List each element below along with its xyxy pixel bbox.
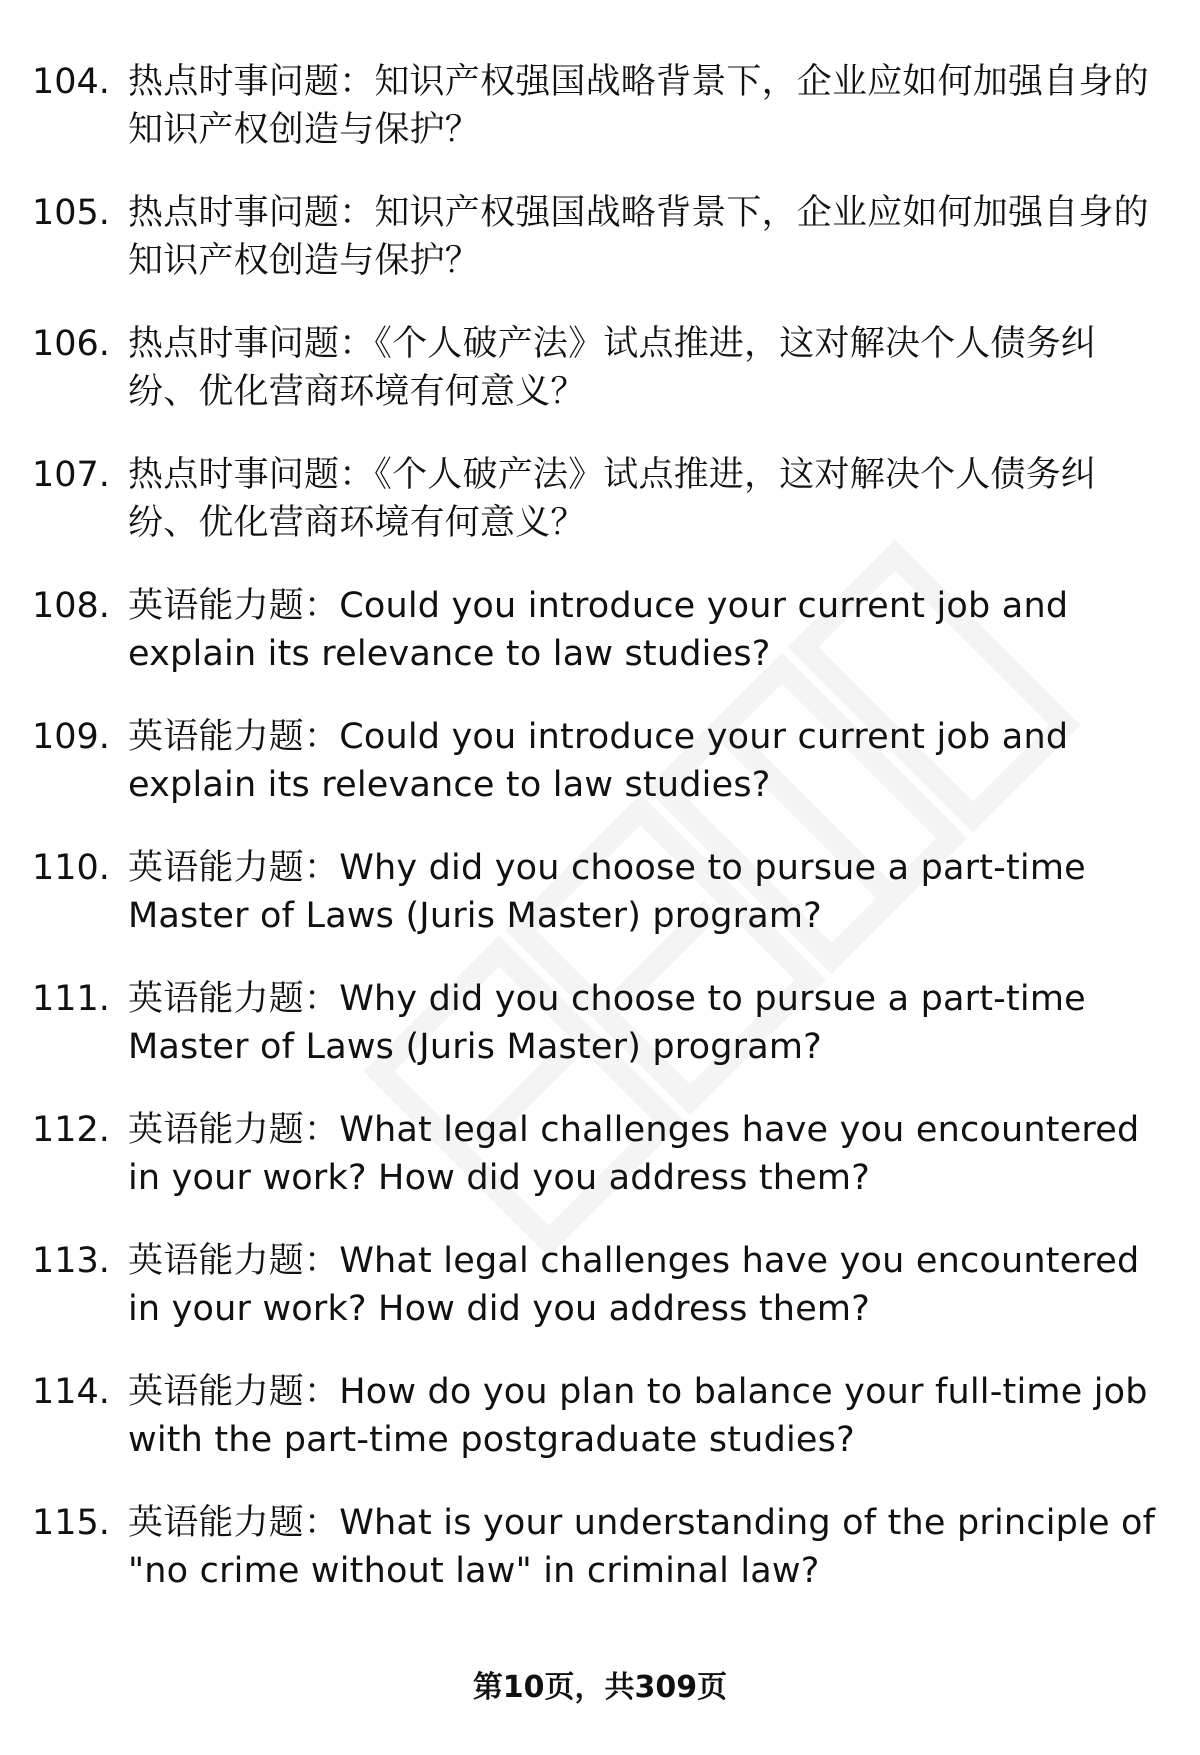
list-item xyxy=(32,1106,1162,1237)
list-item xyxy=(32,975,1162,1106)
page-indicator: 第10页，共309页 xyxy=(472,1670,728,1705)
question-text: 热点时事问题：《个人破产法》试点推进，这对解决个人债务纠纷、优化营商环境有何意义？ xyxy=(128,455,1097,543)
question-text: 英语能力题：What legal challenges have you encountered in your work? How did you address them? xyxy=(128,1241,1140,1329)
question-text: 英语能力题：What is your understanding of the principle of "no crime without law" in criminal law? xyxy=(128,1503,1156,1591)
question-list xyxy=(32,58,1162,1630)
question-number: 109. xyxy=(32,717,110,757)
question-number: 107. xyxy=(32,455,110,495)
list-item xyxy=(32,189,1162,320)
question-text: 英语能力题：Why did you choose to pursue a part-time Master of Laws (Juris Master) program? xyxy=(128,848,1086,936)
question-text: 英语能力题：Why did you choose to pursue a part-time Master of Laws (Juris Master) program? xyxy=(128,979,1086,1067)
question-text: 英语能力题：Could you introduce your current job and explain its relevance to law studies? xyxy=(128,717,1069,805)
list-item xyxy=(32,582,1162,713)
question-text: 英语能力题：What legal challenges have you encountered in your work? How did you address them? xyxy=(128,1110,1140,1198)
question-number: 111. xyxy=(32,979,110,1019)
list-item xyxy=(32,1499,1162,1630)
question-number: 105. xyxy=(32,193,110,233)
question-number: 110. xyxy=(32,848,110,888)
question-text: 热点时事问题：知识产权强国战略背景下，企业应如何加强自身的知识产权创造与保护？ xyxy=(128,62,1149,150)
list-item xyxy=(32,451,1162,582)
question-text: 英语能力题：How do you plan to balance your full-time job with the part-time postgraduate studies? xyxy=(128,1372,1148,1460)
list-item xyxy=(32,1368,1162,1499)
list-item xyxy=(32,58,1162,189)
question-number: 104. xyxy=(32,62,110,102)
list-item xyxy=(32,713,1162,844)
list-item xyxy=(32,320,1162,451)
question-number: 106. xyxy=(32,324,110,364)
question-number: 114. xyxy=(32,1372,110,1412)
list-item xyxy=(32,844,1162,975)
question-number: 112. xyxy=(32,1110,110,1150)
question-number: 115. xyxy=(32,1503,110,1543)
question-text: 英语能力题：Could you introduce your current job and explain its relevance to law studies? xyxy=(128,586,1069,674)
question-number: 108. xyxy=(32,586,110,626)
question-number: 113. xyxy=(32,1241,110,1281)
question-text: 热点时事问题：知识产权强国战略背景下，企业应如何加强自身的知识产权创造与保护？ xyxy=(128,193,1149,281)
question-text: 热点时事问题：《个人破产法》试点推进，这对解决个人债务纠纷、优化营商环境有何意义？ xyxy=(128,324,1097,412)
list-item xyxy=(32,1237,1162,1368)
